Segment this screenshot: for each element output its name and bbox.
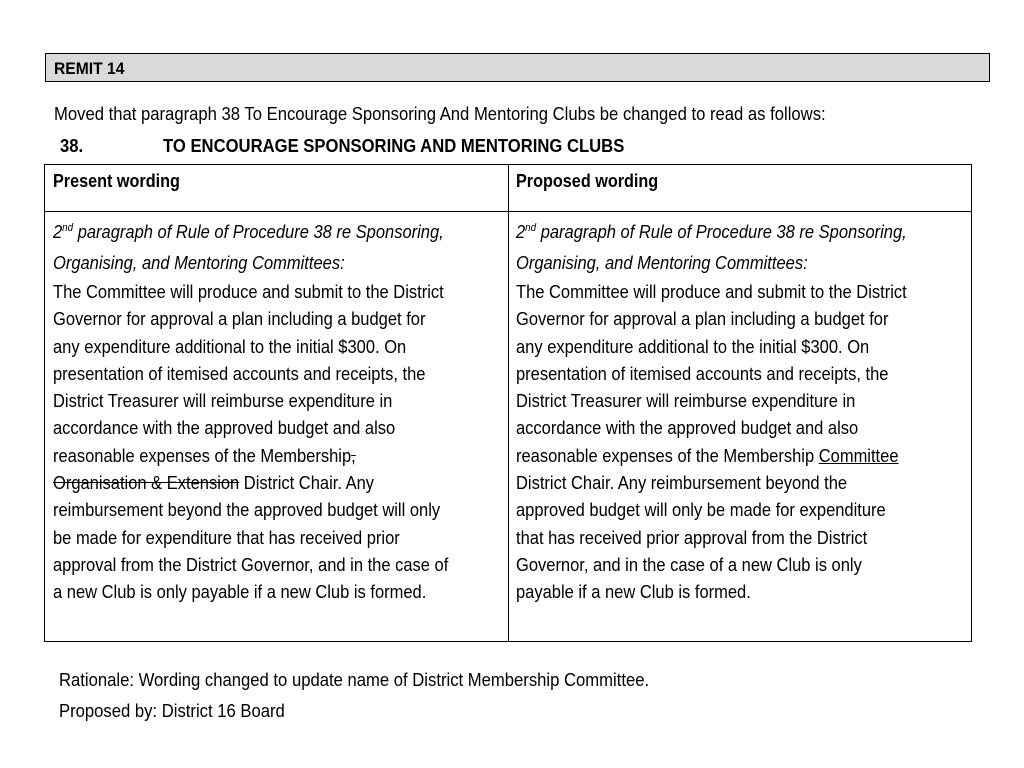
- body-line: District Treasurer will reimburse expenditure in: [53, 390, 393, 412]
- body-line: The Committee will produce and submit to the District: [516, 281, 907, 302]
- proposed-wording-header: Proposed wording: [516, 171, 659, 191]
- body-line: that has received prior approval from the District: [516, 526, 868, 548]
- body-line: The Committee will produce and submit to the District: [53, 281, 444, 302]
- present-wording-header: Present wording: [53, 171, 180, 191]
- rationale-text: Rationale: Wording changed to update name of District Membership Committee.: [59, 669, 650, 690]
- body-line: approval from the District Governor, and in the case of: [53, 553, 449, 575]
- rule-reference-line2: Organising, and Mentoring Committees:: [53, 252, 345, 273]
- proposed-wording-cell: [516, 216, 962, 606]
- body-line: presentation of itemised accounts and receipts, the: [53, 362, 426, 384]
- column-divider: [508, 165, 509, 641]
- body-line: Organisation & Extension District Chair. Any: [53, 472, 375, 494]
- body-line: reasonable expenses of the Membership Committee: [516, 444, 899, 466]
- body-line: presentation of itemised accounts and receipts, the: [516, 362, 889, 384]
- body-line: Governor, and in the case of a new Club is only: [516, 553, 862, 575]
- body-line: any expenditure additional to the initial $300. On: [516, 335, 870, 357]
- section-number: 38.: [60, 135, 84, 156]
- body-line: payable if a new Club is formed.: [516, 581, 751, 603]
- rule-reference: 2nd paragraph of Rule of Procedure 38 re Sponsoring,: [53, 221, 444, 242]
- motion-text: Moved that paragraph 38 To Encourage Sponsoring And Mentoring Clubs be changed to read as follows:: [54, 103, 826, 124]
- body-line: reimbursement beyond the approved budget will only: [53, 499, 441, 521]
- comparison-table: [44, 164, 972, 642]
- remit-title: REMIT 14: [54, 59, 125, 78]
- body-line: Governor for approval a plan including a budget for: [53, 308, 426, 330]
- present-wording-cell: [53, 216, 499, 606]
- rule-reference-line2: Organising, and Mentoring Committees:: [516, 252, 808, 273]
- body-line: Governor for approval a plan including a budget for: [516, 308, 889, 330]
- body-line: District Treasurer will reimburse expenditure in: [516, 390, 856, 412]
- inserted-text: Committee: [818, 444, 899, 466]
- header-divider: [45, 211, 971, 212]
- body-line: accordance with the approved budget and also: [516, 417, 859, 439]
- body-line: a new Club is only payable if a new Club is formed.: [53, 581, 427, 603]
- body-line: approved budget will only be made for expenditure: [516, 499, 886, 521]
- remit-header: [45, 53, 990, 82]
- body-line: be made for expenditure that has received prior: [53, 526, 400, 548]
- proposed-by-text: Proposed by: District 16 Board: [59, 700, 285, 721]
- deleted-text: ,: [351, 444, 356, 466]
- section-title: TO ENCOURAGE SPONSORING AND MENTORING CLUBS: [163, 135, 625, 156]
- rule-reference: 2nd paragraph of Rule of Procedure 38 re Sponsoring,: [516, 221, 907, 242]
- deleted-text: Organisation & Extension: [53, 472, 240, 494]
- body-line: accordance with the approved budget and also: [53, 417, 396, 439]
- body-line: District Chair. Any reimbursement beyond the: [516, 472, 848, 494]
- body-line: reasonable expenses of the Membership,: [53, 444, 356, 466]
- body-line: any expenditure additional to the initial $300. On: [53, 335, 407, 357]
